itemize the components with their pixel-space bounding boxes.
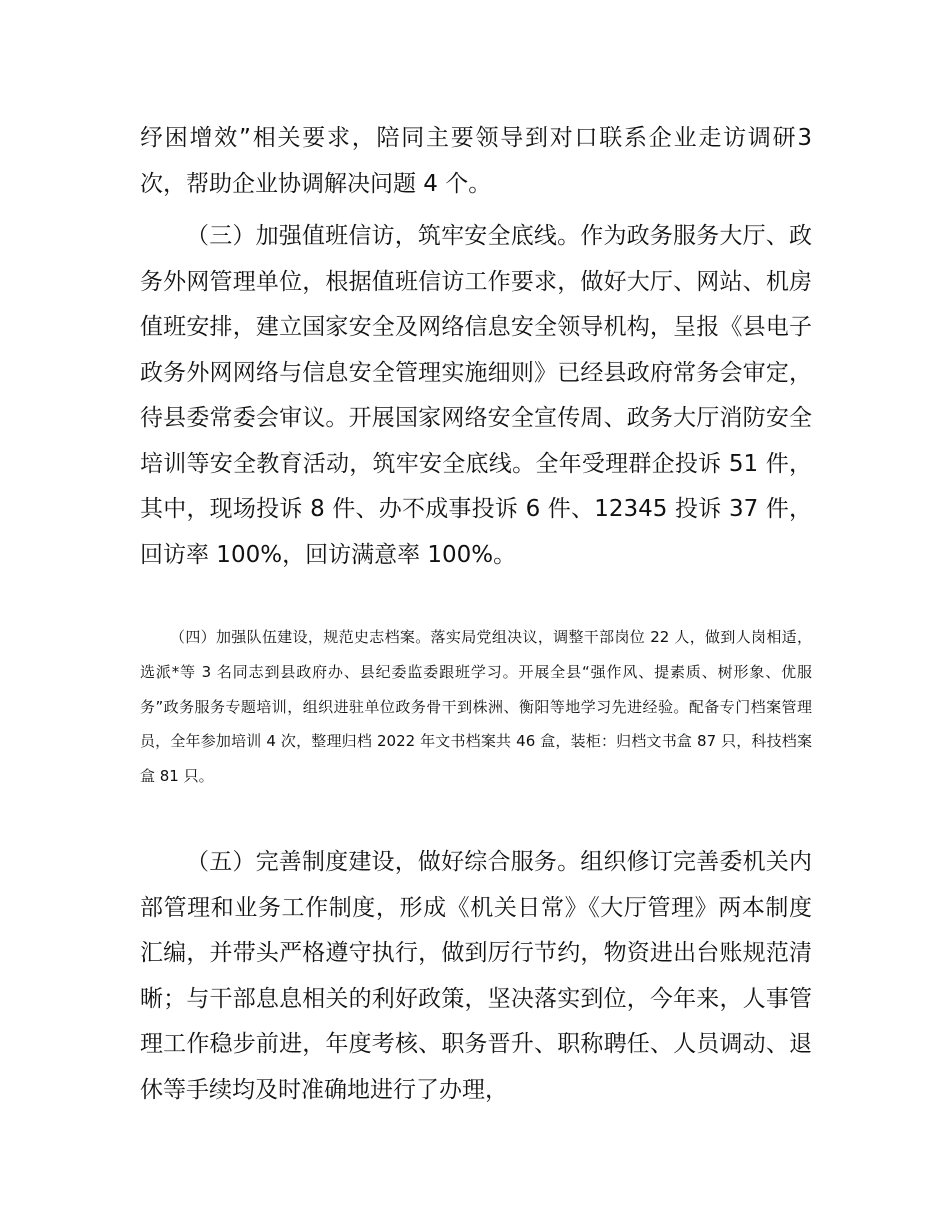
paragraph-duty-petition-security: （三）加强值班信访，筑牢安全底线。作为政务服务大厅、政务外网管理单位，根据值班信访工作要求，做好大厅、网站、机房值班安排，建立国家安全及网络信息安全领导机构，呈报《县电子政务外网网络与信息安全管理实施细则》已经县政府常务会审定，待县委常委会审议。开展国家网络安全宣传周、政务大厅消防安全培训等安全教育活动，筑牢安全底线。全年受理群企投诉 51 件，其中，现场投诉 8 件、办不成事投诉 6 件、12345 投诉 37 件，回访率 100%，回访满意率 100%。 — [140, 223, 812, 568]
paragraph-system-building-services: （五）完善制度建设，做好综合服务。组织修订完善委机关内部管理和业务工作制度，形成《机关日常》《大厅管理》两本制度汇编，并带头严格遵守执行，做到厉行节约，物资进出台账规范清晰；与干部息息相关的利好政策，坚决落实到位，今年来，人事管理工作稳步前进，年度考核、职务晋升、职称聘任、人员调动、退休等手续均及时准确地进行了办理， — [140, 849, 812, 1103]
paragraph-enterprise-visits: 纾困增效”相关要求，陪同主要领导到对口联系企业走访调研3 次，帮助企业协调解决问题 4 个。 — [140, 125, 812, 197]
paragraph-team-building-archives: （四）加强队伍建设，规范史志档案。落实局党组决议，调整干部岗位 22 人，做到人岗相适，选派*等 3 名同志到县政府办、县纪委监委跟班学习。开展全县“强作风、提素质、树形象、优服务”政务服务专题培训，组织进驻单位政务骨干到株洲、衡阳等地学习先进经验。配备专门档案管理员，全年参加培训 4 次，整理归档 2022 年文书档案共 46 盒，装柜：归档文书盒 87 只，科技档案盒 81 只。 — [140, 628, 812, 786]
